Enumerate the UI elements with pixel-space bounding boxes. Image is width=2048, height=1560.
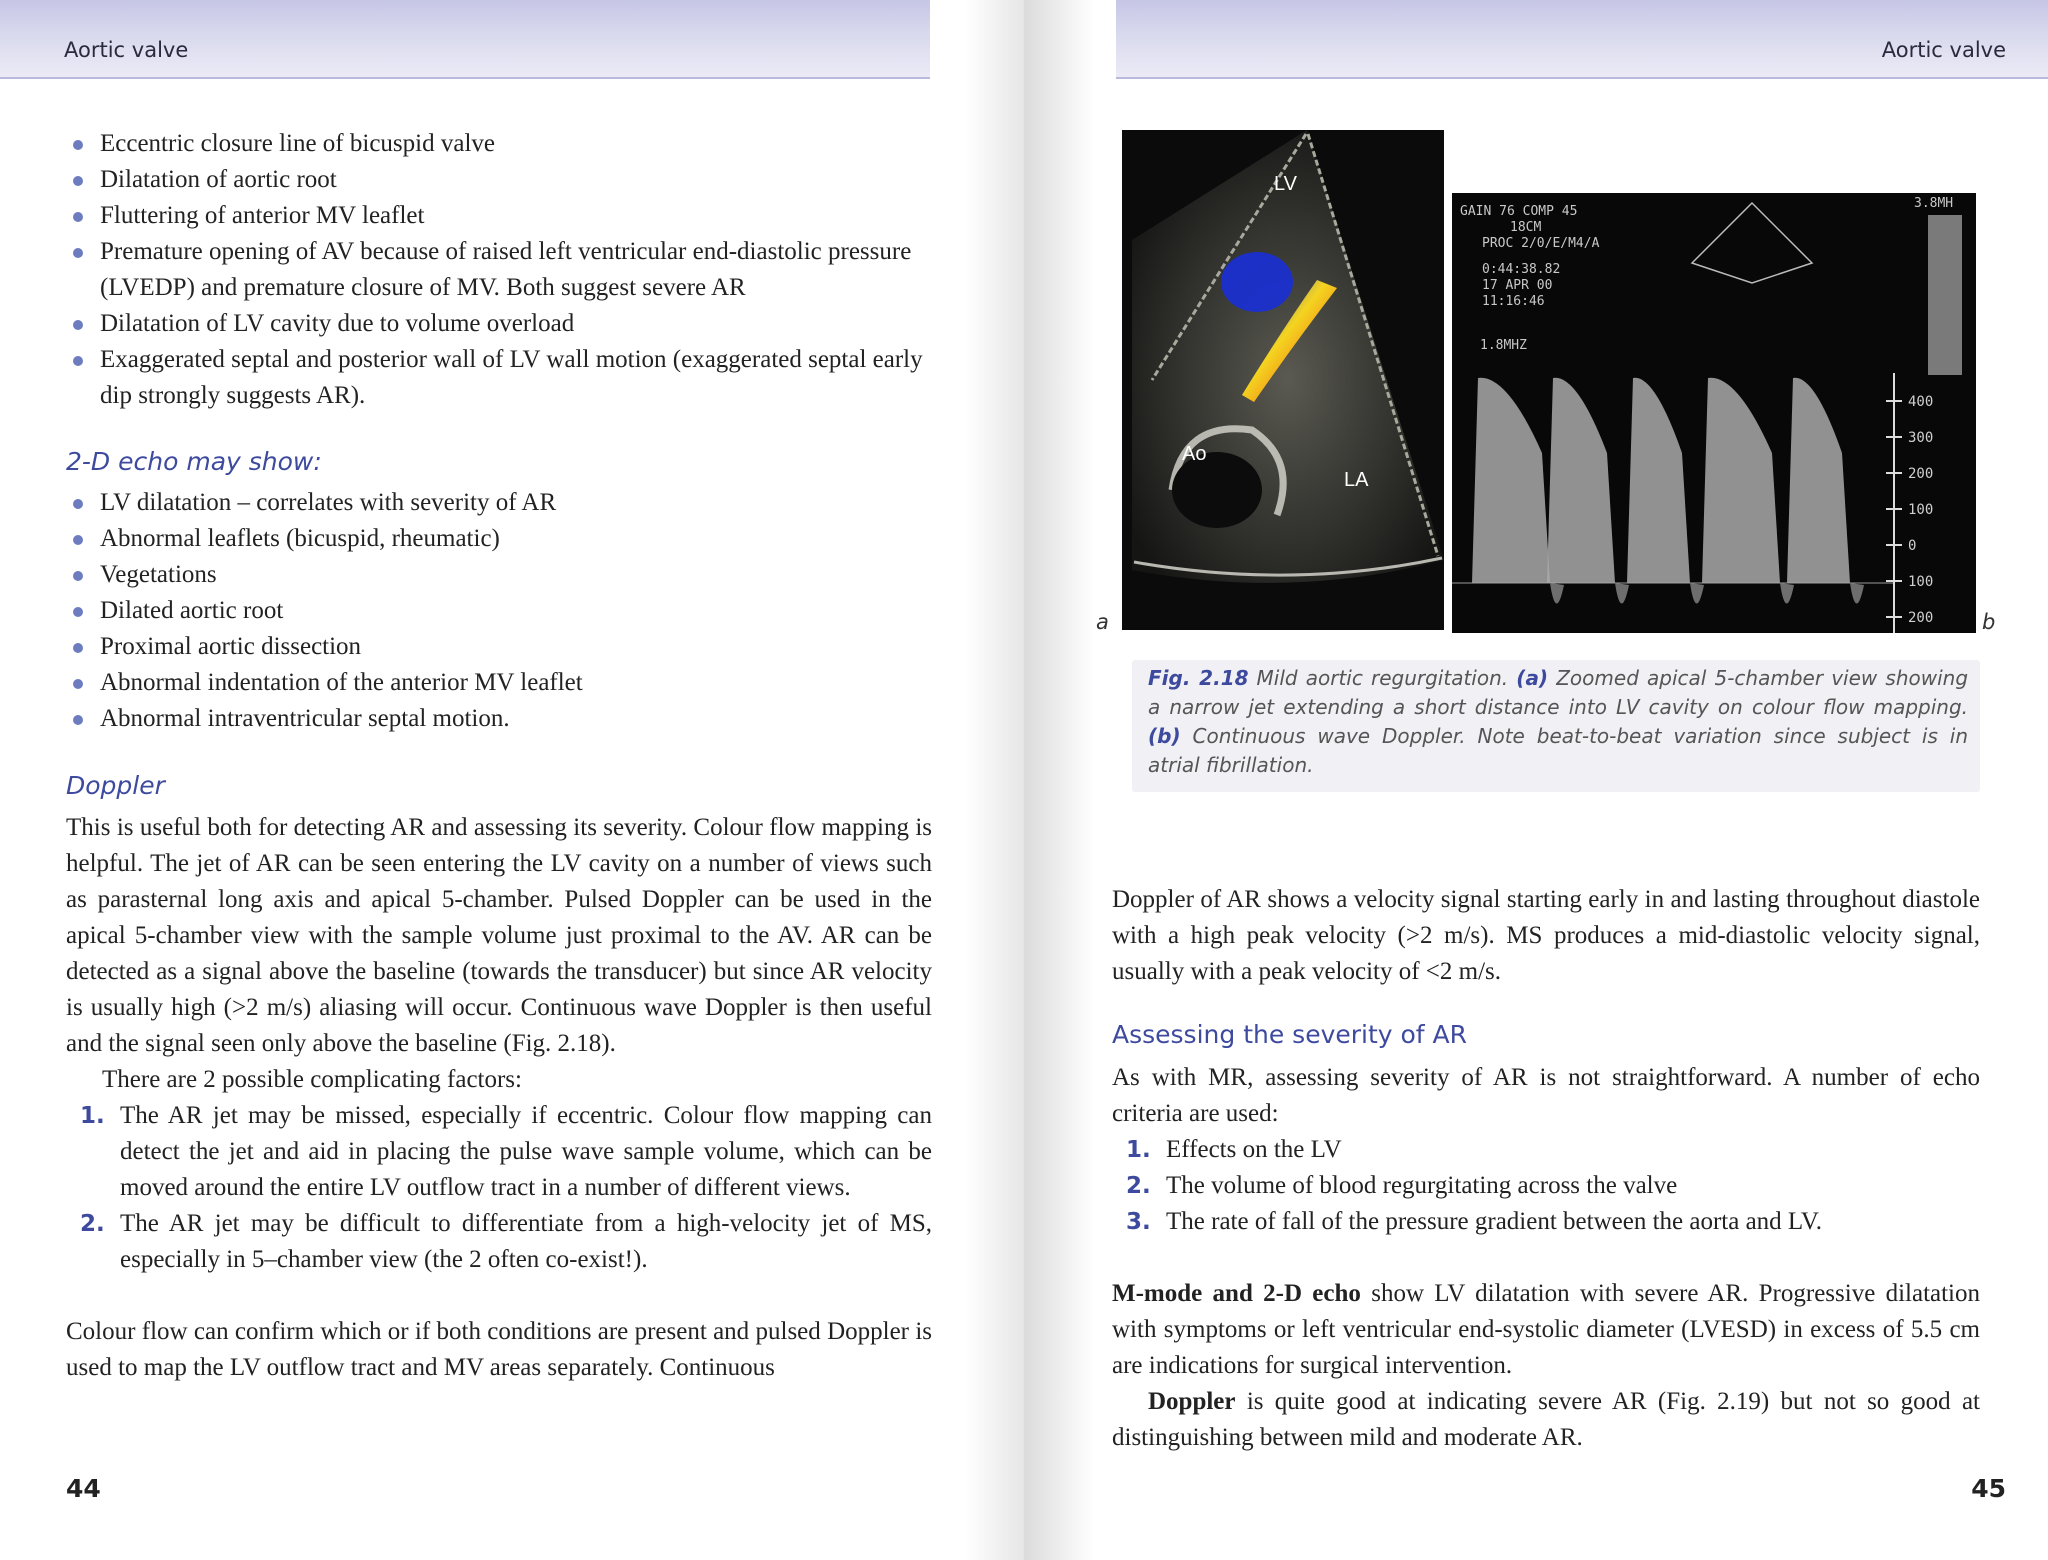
figure-caption-box bbox=[1132, 660, 1980, 792]
list-text: The AR jet may be missed, especially if eccentric. Colour flow mapping can detect the jet and aid in placing the pulse wave sample volume, which can be moved around the entire LV outflow tract in a number of different views. bbox=[120, 1102, 932, 1201]
label-lv: LV bbox=[1274, 173, 1297, 195]
list-text: The AR jet may be difficult to differentiate from a high-velocity jet of MS, especially in 5–chamber view (the 2 often co-exist!). bbox=[120, 1210, 932, 1273]
list-item: LV dilatation – correlates with severity of AR bbox=[66, 485, 932, 521]
running-head: Aortic valve bbox=[1881, 38, 2006, 62]
list-item: Premature opening of AV because of raised left ventricular end-diastolic pressure (LVEDP) and premature closure of MV. Both suggest severe AR bbox=[66, 234, 932, 306]
paragraph: Doppler of AR shows a velocity signal starting early in and lasting throughout diastole with a high peak velocity (>2 m/s). MS produces a mid-diastolic velocity signal, usually with a peak velocity of <2 m/s. bbox=[1112, 886, 1980, 985]
list-text: The rate of fall of the pressure gradient between the aorta and LV. bbox=[1166, 1208, 1822, 1235]
doppler-annotation: 17 APR 00 bbox=[1482, 278, 1553, 293]
list-number: 2. bbox=[80, 1211, 105, 1237]
doppler-annotation: PROC 2/0/E/M4/A bbox=[1482, 236, 1600, 251]
velocity-tick-label: 0 bbox=[1908, 538, 1917, 554]
mmode-findings-list bbox=[66, 126, 932, 414]
paragraph bbox=[1112, 1384, 1980, 1456]
echo-image-panel-b bbox=[1452, 193, 1976, 633]
doppler-body bbox=[66, 810, 932, 1386]
velocity-tick-label: 400 bbox=[1908, 394, 1934, 410]
list-number: 2. bbox=[1126, 1173, 1151, 1199]
colour-flow-region bbox=[1221, 252, 1293, 312]
list-text: Effects on the LV bbox=[1166, 1136, 1342, 1163]
caption-tag-a: (a) bbox=[1516, 666, 1549, 690]
list-item: Dilated aortic root bbox=[66, 593, 932, 629]
paragraph: Colour flow can confirm which or if both conditions are present and pulsed Doppler is used to map the LV outflow tract and MV areas separately. Continuous bbox=[66, 1318, 932, 1381]
list-item: Vegetations bbox=[66, 557, 932, 593]
section-heading-severity: Assessing the severity of AR bbox=[1112, 1020, 1468, 1049]
doppler-annotation: 3.8MH bbox=[1914, 196, 1954, 211]
gutter-shadow bbox=[1024, 0, 1094, 1560]
section-heading-2d-echo: 2-D echo may show: bbox=[66, 447, 322, 476]
page-number: 45 bbox=[1971, 1474, 2006, 1503]
cw-doppler-trace bbox=[1452, 193, 1976, 633]
list-item: Abnormal leaflets (bicuspid, rheumatic) bbox=[66, 521, 932, 557]
caption-title: Mild aortic regurgitation. bbox=[1256, 666, 1509, 690]
grey-scale-bar bbox=[1928, 215, 1962, 375]
velocity-tick-label: 200 bbox=[1908, 466, 1934, 482]
ultrasound-sector bbox=[1132, 130, 1444, 583]
list-number: 1. bbox=[1126, 1137, 1151, 1163]
list-number: 1. bbox=[80, 1103, 105, 1129]
list-item: Abnormal intraventricular septal motion. bbox=[66, 701, 932, 737]
figure-caption bbox=[1148, 664, 1968, 780]
paragraph: This is useful both for detecting AR and assessing its severity. Colour flow mapping is helpful. The jet of AR can be seen entering the LV cavity on a number of views such as parasternal long axis and apical 5-chamber. Pulsed Doppler can be used in the apical 5-chamber view with the sample volume just proximal to the AV. AR can be detected as a signal above the baseline (towards the transducer) but since AR velocity is usually high (>2 m/s) aliasing will occur. Continuous wave Doppler is then useful and the signal seen only above the baseline (Fig. 2.18). bbox=[66, 814, 932, 1057]
list-item: Dilatation of LV cavity due to volume overload bbox=[66, 306, 932, 342]
list-item: Fluttering of anterior MV leaflet bbox=[66, 198, 932, 234]
paragraph bbox=[1112, 1276, 1980, 1384]
list-item bbox=[1112, 1168, 1980, 1204]
severity-body bbox=[1112, 1060, 1980, 1456]
label-ao: Ao bbox=[1182, 443, 1207, 465]
list-item bbox=[66, 1098, 932, 1206]
factors-list bbox=[66, 1098, 932, 1278]
panel-letter-b: b bbox=[1982, 610, 1996, 634]
doppler-annotation: GAIN 76 COMP 45 bbox=[1460, 204, 1578, 219]
doppler-annotation: 0:44:38.82 bbox=[1482, 262, 1561, 277]
caption-tag-b: (b) bbox=[1148, 724, 1181, 748]
inline-bold: M-mode and 2-D echo bbox=[1112, 1280, 1361, 1307]
inline-text: show LV dilatation with severe AR. Progressive dilatation with symptoms or left ventricular end-systolic diameter (LVESD) in excess of 5.5 cm are indications for surgical intervention. bbox=[1112, 1280, 1981, 1379]
panel-letter-a: a bbox=[1096, 610, 1109, 634]
inline-bold: Doppler bbox=[1148, 1388, 1236, 1415]
velocity-tick-label: 300 bbox=[1908, 430, 1934, 446]
echo2d-findings-list bbox=[66, 485, 932, 737]
list-item bbox=[66, 1206, 932, 1278]
doppler-signal-para bbox=[1112, 882, 1980, 990]
list-item: Exaggerated septal and posterior wall of LV wall motion (exaggerated septal early dip strongly suggests AR). bbox=[66, 342, 932, 414]
doppler-annotation: 18CM bbox=[1510, 220, 1542, 235]
list-item bbox=[1112, 1132, 1980, 1168]
figure-number: Fig. 2.18 bbox=[1148, 666, 1249, 690]
velocity-tick-label: 200 bbox=[1908, 610, 1934, 626]
label-la: LA bbox=[1344, 469, 1369, 491]
list-item: Proximal aortic dissection bbox=[66, 629, 932, 665]
page-number: 44 bbox=[66, 1474, 101, 1503]
gutter-shadow bbox=[964, 0, 1024, 1560]
list-item: Abnormal indentation of the anterior MV leaflet bbox=[66, 665, 932, 701]
list-item bbox=[1112, 1204, 1980, 1240]
caption-text-b: Continuous wave Doppler. Note beat-to-beat variation since subject is in atrial fibrillation. bbox=[1148, 724, 1968, 777]
velocity-tick-label: 100 bbox=[1908, 502, 1934, 518]
paragraph: As with MR, assessing severity of AR is not straightforward. A number of echo criteria are used: bbox=[1112, 1064, 1980, 1127]
section-heading-doppler: Doppler bbox=[66, 771, 165, 800]
paragraph: There are 2 possible complicating factors: bbox=[102, 1066, 522, 1093]
doppler-annotation: 1.8MHZ bbox=[1480, 338, 1527, 353]
right-page bbox=[1024, 0, 2048, 1560]
echo-image-panel-a bbox=[1122, 130, 1444, 630]
list-item: Eccentric closure line of bicuspid valve bbox=[66, 126, 932, 162]
list-text: The volume of blood regurgitating across the valve bbox=[1166, 1172, 1678, 1199]
criteria-list bbox=[1112, 1132, 1980, 1240]
inline-text: is quite good at indicating severe AR (Fig. 2.19) but not so good at distinguishing between mild and moderate AR. bbox=[1112, 1388, 1980, 1451]
caption-text-a: Zoomed apical 5-chamber view showing a narrow jet extending a short distance into LV cavity on colour flow mapping. bbox=[1148, 666, 1969, 719]
doppler-annotation: 11:16:46 bbox=[1482, 294, 1545, 309]
list-item: Dilatation of aortic root bbox=[66, 162, 932, 198]
list-number: 3. bbox=[1126, 1209, 1151, 1235]
echo-colour-flow-image bbox=[1122, 130, 1444, 630]
velocity-tick-label: 100 bbox=[1908, 574, 1934, 590]
running-head: Aortic valve bbox=[64, 38, 189, 62]
